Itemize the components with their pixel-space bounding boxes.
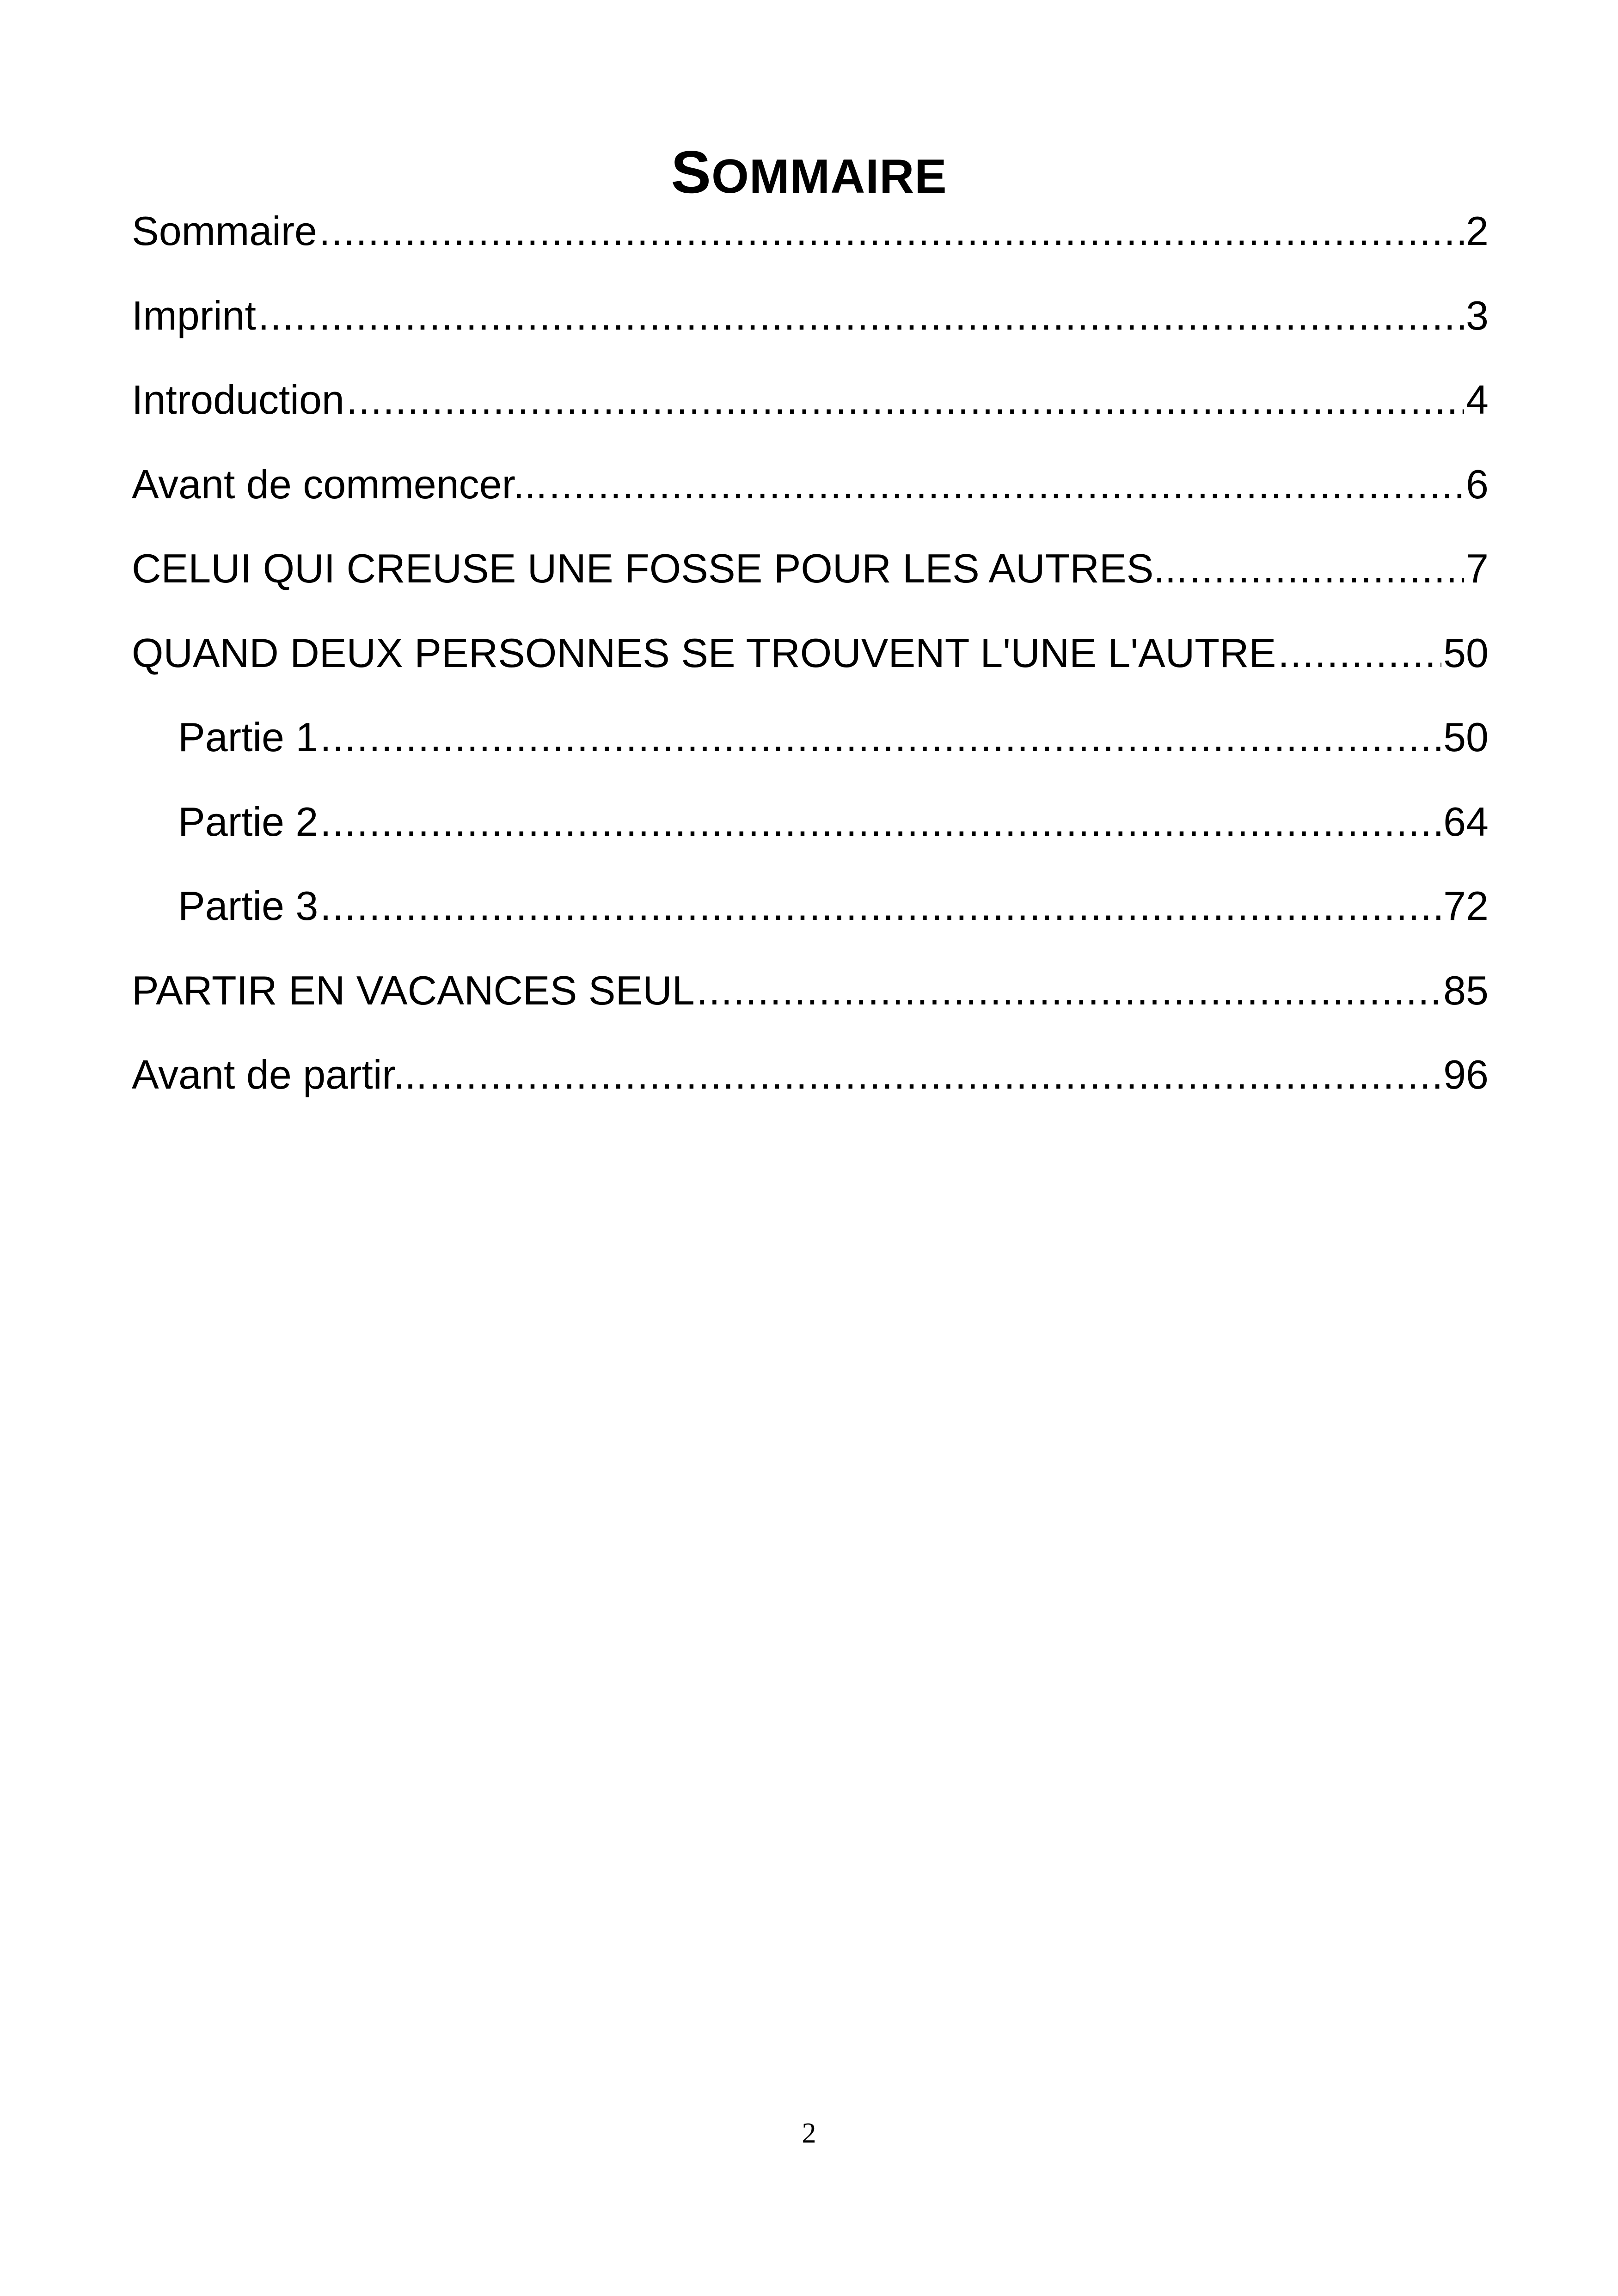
toc-entry-title: CELUI QUI CREUSE UNE FOSSE POUR LES AUTRES... bbox=[132, 545, 1188, 591]
dot-leader bbox=[258, 288, 1464, 343]
dot-leader bbox=[320, 794, 1441, 850]
page-number: 2 bbox=[802, 2118, 816, 2149]
dot-leader bbox=[549, 457, 1464, 512]
toc-entry-page-number: 64 bbox=[1443, 798, 1489, 845]
toc-entry-page-number: 50 bbox=[1443, 630, 1489, 676]
page-title-rest: OMMAIRE bbox=[711, 150, 947, 204]
toc-entry-page-number: 2 bbox=[1466, 208, 1489, 254]
toc-entry-avant-de-commencer[interactable] bbox=[132, 457, 1489, 541]
toc-entry-title: Imprint bbox=[132, 292, 256, 338]
toc-entry-page-number: 96 bbox=[1443, 1052, 1489, 1097]
dot-leader bbox=[320, 878, 1441, 934]
page-title bbox=[0, 137, 1618, 211]
dot-leader bbox=[429, 1047, 1441, 1102]
dot-leader bbox=[1189, 541, 1464, 596]
toc-entry-title: Avant de commencer... bbox=[132, 461, 547, 507]
dot-leader bbox=[320, 710, 1441, 765]
toc-entry-title: Partie 2 bbox=[178, 798, 319, 845]
toc-entry-quand-deux-personnes[interactable] bbox=[132, 625, 1489, 710]
toc-entry-partie-1[interactable] bbox=[132, 710, 1489, 794]
toc-entry-title: Partie 1 bbox=[178, 714, 319, 760]
toc-entry-title: Introduction bbox=[132, 377, 344, 422]
toc-entry-sommaire[interactable] bbox=[132, 203, 1489, 288]
toc-entry-title: Partie 3 bbox=[178, 883, 319, 929]
toc-entry-avant-de-partir[interactable] bbox=[132, 1047, 1489, 1132]
toc-entry-page-number: 6 bbox=[1466, 461, 1489, 507]
table-of-contents bbox=[132, 203, 1489, 1132]
toc-entry-imprint[interactable] bbox=[132, 288, 1489, 373]
toc-entry-page-number: 3 bbox=[1466, 292, 1489, 338]
toc-entry-page-number: 4 bbox=[1466, 377, 1489, 422]
toc-entry-page-number: 72 bbox=[1443, 883, 1489, 929]
dot-leader bbox=[1278, 625, 1441, 681]
toc-entry-introduction[interactable] bbox=[132, 372, 1489, 457]
toc-entry-title: QUAND DEUX PERSONNES SE TROUVENT L'UNE L'AUTRE bbox=[132, 630, 1276, 676]
dot-leader bbox=[319, 203, 1464, 259]
toc-entry-partie-3[interactable] bbox=[132, 878, 1489, 963]
page-title-initial: S bbox=[671, 138, 712, 206]
toc-entry-page-number: 7 bbox=[1466, 545, 1489, 591]
toc-entry-title: PARTIR EN VACANCES SEUL bbox=[132, 967, 695, 1013]
toc-entry-partie-2[interactable] bbox=[132, 794, 1489, 879]
toc-entry-partir-en-vacances[interactable] bbox=[132, 963, 1489, 1047]
dot-leader bbox=[346, 372, 1464, 428]
toc-entry-title: Avant de partir... bbox=[132, 1052, 428, 1097]
toc-entry-title: Sommaire bbox=[132, 208, 317, 254]
toc-entry-page-number: 50 bbox=[1443, 714, 1489, 760]
toc-entry-celui-qui-creuse[interactable] bbox=[132, 541, 1489, 625]
dot-leader bbox=[697, 963, 1441, 1018]
toc-entry-page-number: 85 bbox=[1443, 967, 1489, 1013]
